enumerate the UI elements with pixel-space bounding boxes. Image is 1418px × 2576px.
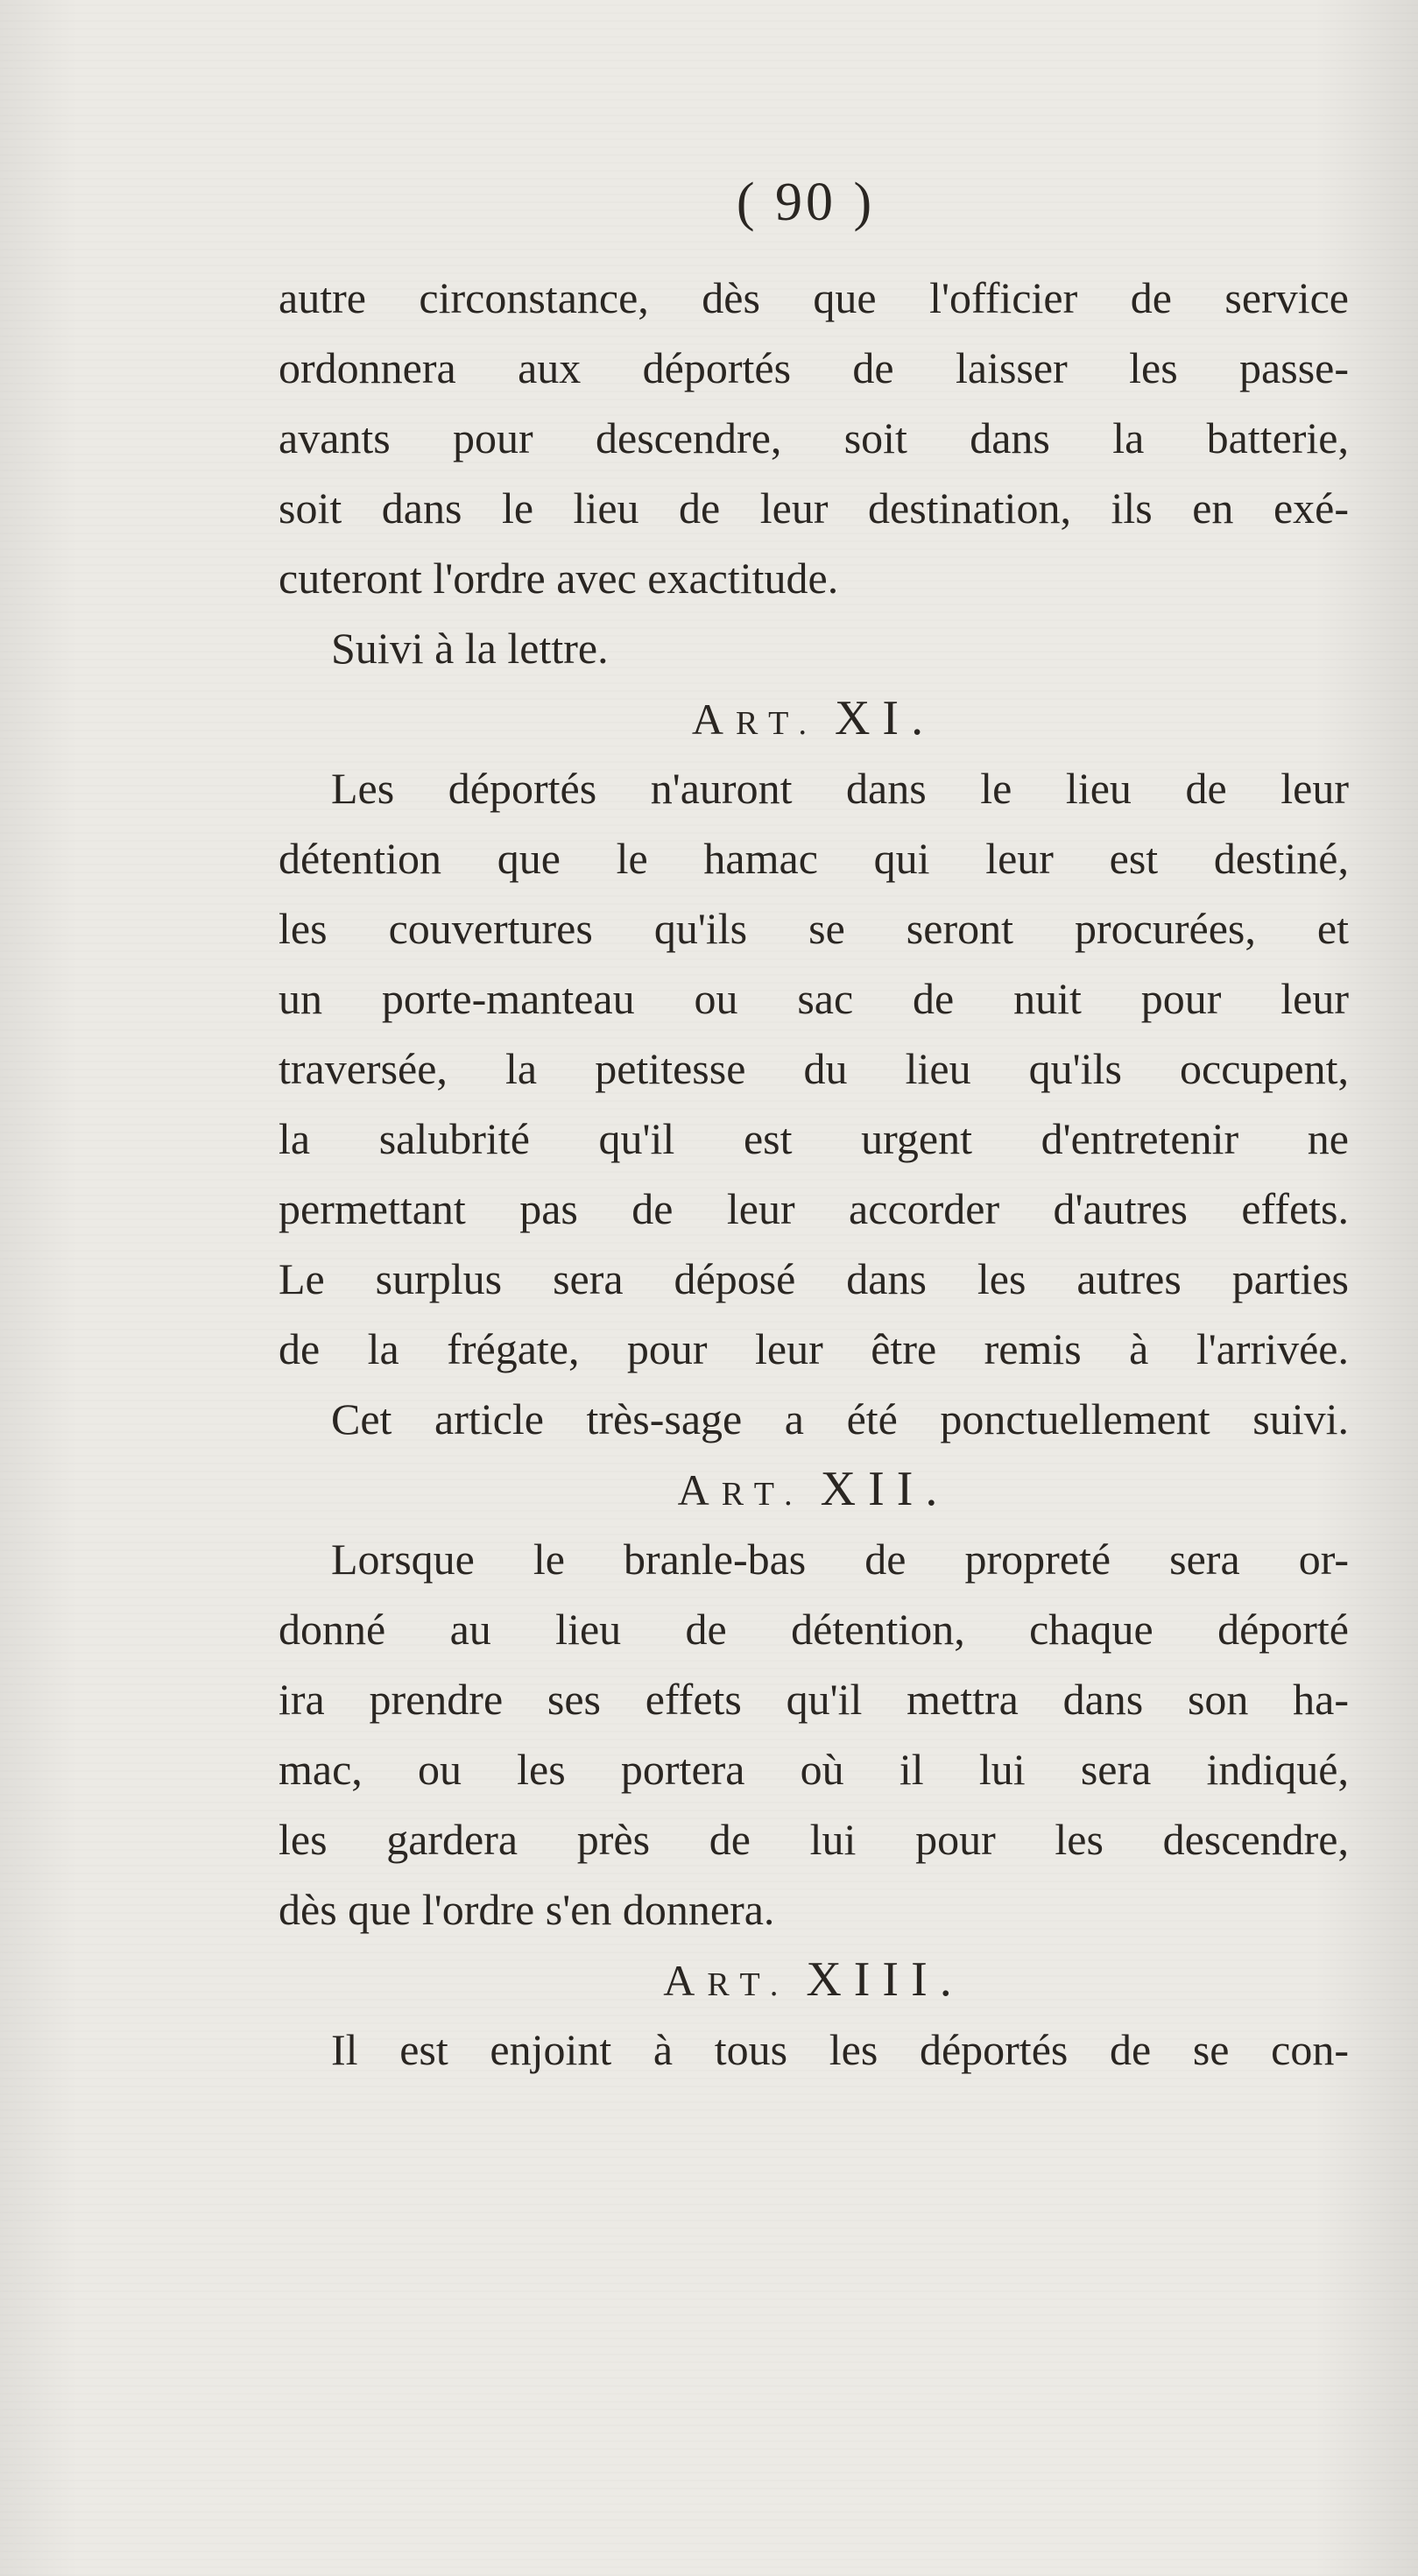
comment-line: Cet article très-sage a été ponctuellement suivi.: [331, 1394, 1349, 1443]
text-line: avants pour descendre, soit dans la batterie,: [279, 413, 1349, 462]
text-line: soit dans le lieu de leur destination, ils en exé-: [279, 483, 1349, 533]
text-line: ira prendre ses effets qu'il mettra dans son ha-: [279, 1675, 1349, 1724]
text-line: traversée, la petitesse du lieu qu'ils occupent,: [279, 1044, 1349, 1093]
article-heading-xiii: [279, 1944, 1349, 2015]
text-line: Lorsque le branle-bas de propreté sera or-: [331, 1535, 1349, 1584]
article-initial: A: [691, 695, 737, 744]
article-initial: A: [677, 1465, 722, 1514]
article-label: [663, 1956, 790, 2005]
text-line: cuteront l'ordre avec exactitude.: [279, 554, 839, 603]
text-line: mac, ou les portera où il lui sera indiqué,: [279, 1745, 1349, 1794]
page-number: ( 90 ): [736, 173, 876, 232]
text-line: Le surplus sera déposé dans les autres parties: [279, 1254, 1349, 1303]
article-numeral: XIII.: [806, 1952, 964, 2007]
article-rest: RT.: [736, 705, 819, 742]
article-numeral: XII.: [820, 1462, 950, 1516]
article-label: [692, 695, 819, 744]
article-label: [678, 1465, 805, 1514]
text-line: la salubrité qu'il est urgent d'entretenir ne: [279, 1114, 1349, 1163]
text-line: permettant pas de leur accorder d'autres effets.: [279, 1184, 1349, 1233]
text-line: Les déportés n'auront dans le lieu de leur: [331, 764, 1349, 813]
article-initial: A: [663, 1956, 708, 2005]
text-line: les couvertures qu'ils se seront procurées, et: [279, 904, 1349, 953]
text-line: donné au lieu de détention, chaque déporté: [279, 1605, 1349, 1654]
article-heading-xii: [279, 1454, 1349, 1524]
text-line: les gardera près de lui pour les descendre,: [279, 1815, 1349, 1864]
article-rest: RT.: [721, 1476, 805, 1513]
article-heading-xi: [279, 683, 1349, 753]
text-block: [279, 263, 1349, 2085]
text-line: un porte-manteau ou sac de nuit pour leur: [279, 974, 1349, 1023]
text-line: Il est enjoint à tous les déportés de se con-: [331, 2025, 1349, 2074]
text-line: ordonnera aux déportés de laisser les passe-: [279, 343, 1349, 392]
article-numeral: XI.: [834, 691, 936, 745]
text-line: autre circonstance, dès que l'officier de service: [279, 273, 1349, 322]
comment-line: Suivi à la lettre.: [331, 624, 609, 673]
article-rest: RT.: [707, 1966, 791, 2003]
text-line: de la frégate, pour leur être remis à l'arrivée.: [279, 1324, 1349, 1373]
text-line: dès que l'ordre s'en donnera.: [279, 1885, 775, 1934]
text-line: détention que le hamac qui leur est destiné,: [279, 834, 1349, 883]
